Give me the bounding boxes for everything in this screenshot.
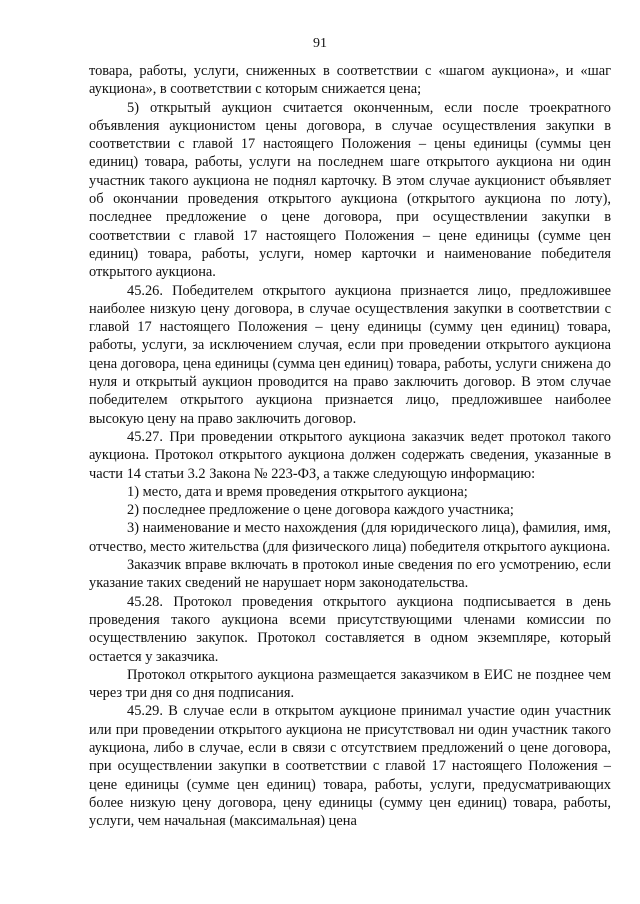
list-item-3: 3) наименование и место нахождения (для юридического лица), фамилия, имя, отчество, место жительства (для физического лица) победителя открытого аукциона. <box>89 520 611 555</box>
paragraph-continuation: товара, работы, услуги, сниженных в соответствии с «шагом аукциона», и «шаг аукциона», в соответствии с которым снижается цена; <box>89 63 611 98</box>
paragraph-45-29: 45.29. В случае если в открытом аукционе принимал участие один участник или при проведении открытого аукциона не присутствовал ни один участник такого аукциона, либо в случае, если в связи с отсутствием предложений о цене договора, при осуществлении закупки в соответствии с главой 17 настоящего Положения – цене единицы (сумме цен единиц) товара, работы, услуги, предусматривающих более низкую цену договора, цену единицы (сумму цен единиц) товара, работы, услуги, чем начальная (максимальная) цена <box>89 703 611 830</box>
paragraph-45-27: 45.27. При проведении открытого аукциона заказчик ведет протокол такого аукциона. Протокол открытого аукциона должен содержать сведения, указанные в части 14 статьи 3.2 Закона № 223-ФЗ, а также следующую информацию: <box>89 428 611 482</box>
list-item-2: 2) последнее предложение о цене договора каждого участника; <box>127 502 514 519</box>
page-number: 91 <box>313 36 327 51</box>
paragraph-45-26: 45.26. Победителем открытого аукциона признается лицо, предложившее наиболее низкую цену договора, в случае осуществления закупки в соответствии с главой 17 настоящего Положения – цену единицы (сумму цен единиц) товара, работы, услуги, за исключением случая, если при проведении открытого аукциона цена договора, цена единицы (сумма цен единиц) товара, работы, услуги снижена до нуля и открытый аукцион проводится на право заключить договор. В этом случае победителем открытого аукциона признается лицо, предложившее наиболее высокую цену на право заключить договор. <box>89 282 611 427</box>
document-body <box>89 62 611 830</box>
paragraph-item-5: 5) открытый аукцион считается оконченным, если после троекратного объявления аукционистом цены договора, в случае осуществления закупки в соответствии с главой 17 настоящего Положения – цены единицы (суммы цен единиц) товара, работы, услуги на последнем шаге открытого аукциона ни один участник такого аукциона не поднял карточку. В этом случае аукционист объявляет об окончании проведения открытого аукциона (открытого аукциона по лоту), последнее предложение о цене договора, при осуществлении закупки в соответствии с главой 17 настоящего Положения – цене единицы (сумме цен единиц) товара, работы, услуги, номер карточки и наименование победителя открытого аукциона. <box>89 99 611 281</box>
paragraph-protocol-placement: Протокол открытого аукциона размещается заказчиком в ЕИС не позднее чем через три дня со дня подписания. <box>89 666 611 702</box>
list-item-1: 1) место, дата и время проведения открытого аукциона; <box>127 483 468 500</box>
paragraph-45-28: 45.28. Протокол проведения открытого аукциона подписывается в день проведения такого аукциона всеми присутствующими членами комиссии по осуществлению закупок. Протокол составляется в одном экземпляре, который остается у заказчика. <box>89 593 611 665</box>
paragraph-customer-right: Заказчик вправе включать в протокол иные сведения по его усмотрению, если указание таких сведений не нарушает норм законодательства. <box>89 557 611 592</box>
